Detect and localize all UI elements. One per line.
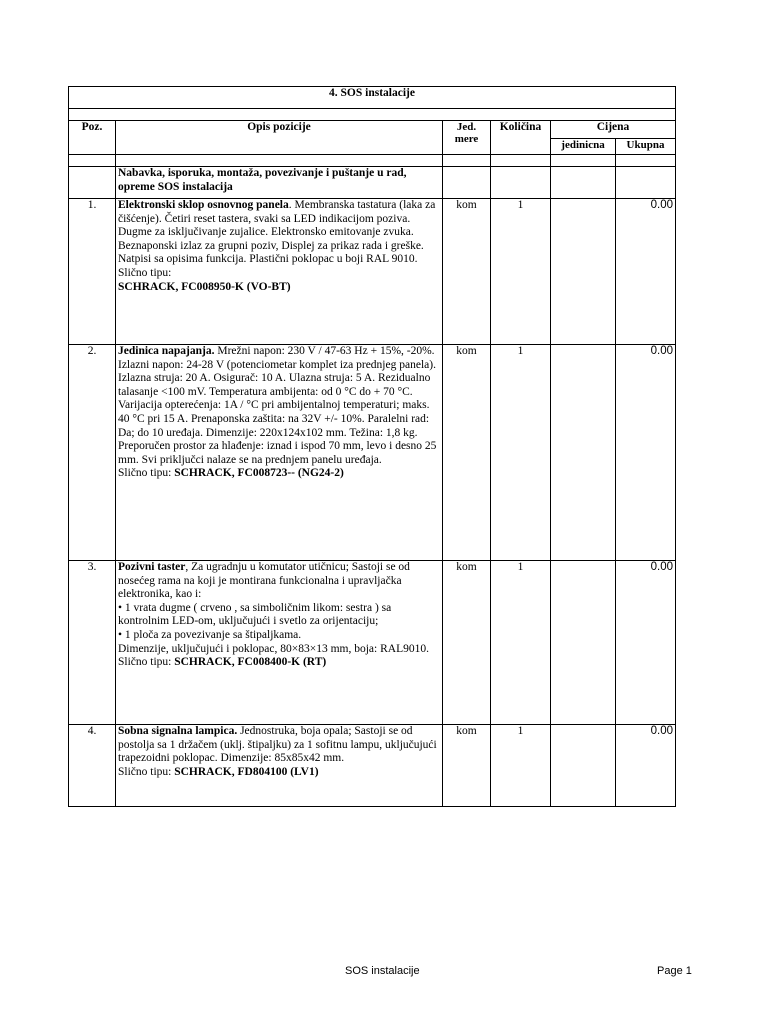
item-total: 0.00: [616, 725, 676, 807]
section-heading: Nabavka, isporuka, montaža, povezivanje i puštanje u rad, opreme SOS instalacija: [116, 167, 443, 199]
item-unit-price: [551, 561, 616, 725]
table-title: 4. SOS instalacije: [69, 87, 676, 109]
header-unit: Jed. mere: [443, 121, 491, 155]
item-type: SCHRACK, FC008400-K (RT): [174, 656, 327, 669]
item-text: Mrežni napon: 230 V / 47-63 Hz + 15%, -20%. Izlazni napon: 24-28 V (potenciometar komplet iza prednjeg panela). Izlazna struja: 20 A. Osigurač: 10 A. Ulazna struja: 5 A. Rezidualno talasanje <100 mV. Temperatura ambijenta: od 0 °C do + 70 °C. Varijacija opterećenja: 1A / °C pri ambijentalnoj temperaturi; maks. 40 °C pri 15 A. Prenaponska zaštita: na 32V +/- 10%. Paralelni rad: Da; do 10 uređaja. Dimenzije: 220x124x102 mm. Težina: 1,8 kg. Preporučen prostor za hlađenje: iznad i ispod 70 mm, levo i desno 25 mm. Svi priključci nalaze se na prednjem panelu uređaja.: [118, 345, 437, 466]
header-pos: Poz.: [69, 121, 116, 155]
item-type-prefix: Slično tipu:: [118, 656, 175, 669]
item-unit-price: [551, 725, 616, 807]
item-qty: 1: [491, 199, 551, 345]
item-description: [116, 561, 443, 725]
item-pos: 3.: [69, 561, 116, 725]
item-text: , Za ugradnju u komutator utičnicu; Sastoji se od nosećeg rama na koji je montirana funkcionalna i upravljačka elektronika, kao i: • 1 vrata dugme ( crveno , sa simboličnim likom: sestra ) sa kontrolnim LED-om, uključujući i svetlo za orijentaciju; • 1 ploča za povezivanje sa štipaljkama. Dimenzije, uključujući i poklopac, 80×83×13 mm, boja: RAL9010.: [118, 561, 429, 655]
item-type: SCHRACK, FC008723-- (NG24-2): [174, 467, 344, 480]
item-name: Jedinica napajanja.: [118, 345, 215, 357]
item-type: SCHRACK, FD804100 (LV1): [174, 765, 319, 778]
table-row: [69, 561, 676, 725]
header-description: Opis pozicije: [116, 121, 443, 155]
header-quantity: Količina: [491, 121, 551, 155]
item-qty: 1: [491, 345, 551, 561]
specification-table: [68, 86, 676, 807]
item-unit-price: [551, 199, 616, 345]
item-total: 0.00: [616, 345, 676, 561]
item-type: SCHRACK, FC008950-K (VO-BT): [118, 280, 291, 293]
item-description: [116, 199, 443, 345]
item-pos: 1.: [69, 199, 116, 345]
table-row: [69, 199, 676, 345]
item-unit: kom: [443, 199, 491, 345]
header-unit-price: jedinicna: [551, 139, 616, 155]
page-number: Page 1: [657, 965, 692, 977]
item-name: Sobna signalna lampica.: [118, 725, 238, 737]
item-pos: 4.: [69, 725, 116, 807]
item-type-prefix: Slično tipu:: [118, 467, 175, 480]
item-unit-price: [551, 345, 616, 561]
item-unit: kom: [443, 725, 491, 807]
table-row: [69, 725, 676, 807]
item-qty: 1: [491, 561, 551, 725]
header-total: Ukupna: [616, 139, 676, 155]
item-name: Elektronski sklop osnovnog panela: [118, 199, 289, 211]
item-name: Pozivni taster: [118, 561, 186, 573]
item-unit: kom: [443, 561, 491, 725]
item-description: [116, 725, 443, 807]
item-description: [116, 345, 443, 561]
item-total: 0.00: [616, 561, 676, 725]
item-pos: 2.: [69, 345, 116, 561]
item-total: 0.00: [616, 199, 676, 345]
item-text: Jednostruka, boja opala; Sastoji se od postolja sa 1 držačem (uklj. štipaljku) za 1 sofitnu lampu, uključujući trapezoidni poklopac. Dimenzije: 85x85x42 mm.: [118, 725, 437, 765]
item-qty: 1: [491, 725, 551, 807]
item-text: . Membranska tastatura (laka za čišćenje). Četiri reset tastera, svaki sa LED indikacijom poziva. Dugme za isključivanje zujalice. Elektronsko emitovanje zvuka. Beznaponski izlaz za grupni poziv, Displej za prikaz rada i greške. Natpisi sa opisima funkcija. Plastični poklopac u boji RAL 9010. Slično tipu:: [118, 199, 436, 279]
item-unit: kom: [443, 345, 491, 561]
item-type-prefix: Slično tipu:: [118, 765, 175, 778]
table-row: [69, 345, 676, 561]
header-price-group: Cijena: [551, 121, 676, 139]
footer-title: SOS instalacije: [345, 965, 420, 977]
